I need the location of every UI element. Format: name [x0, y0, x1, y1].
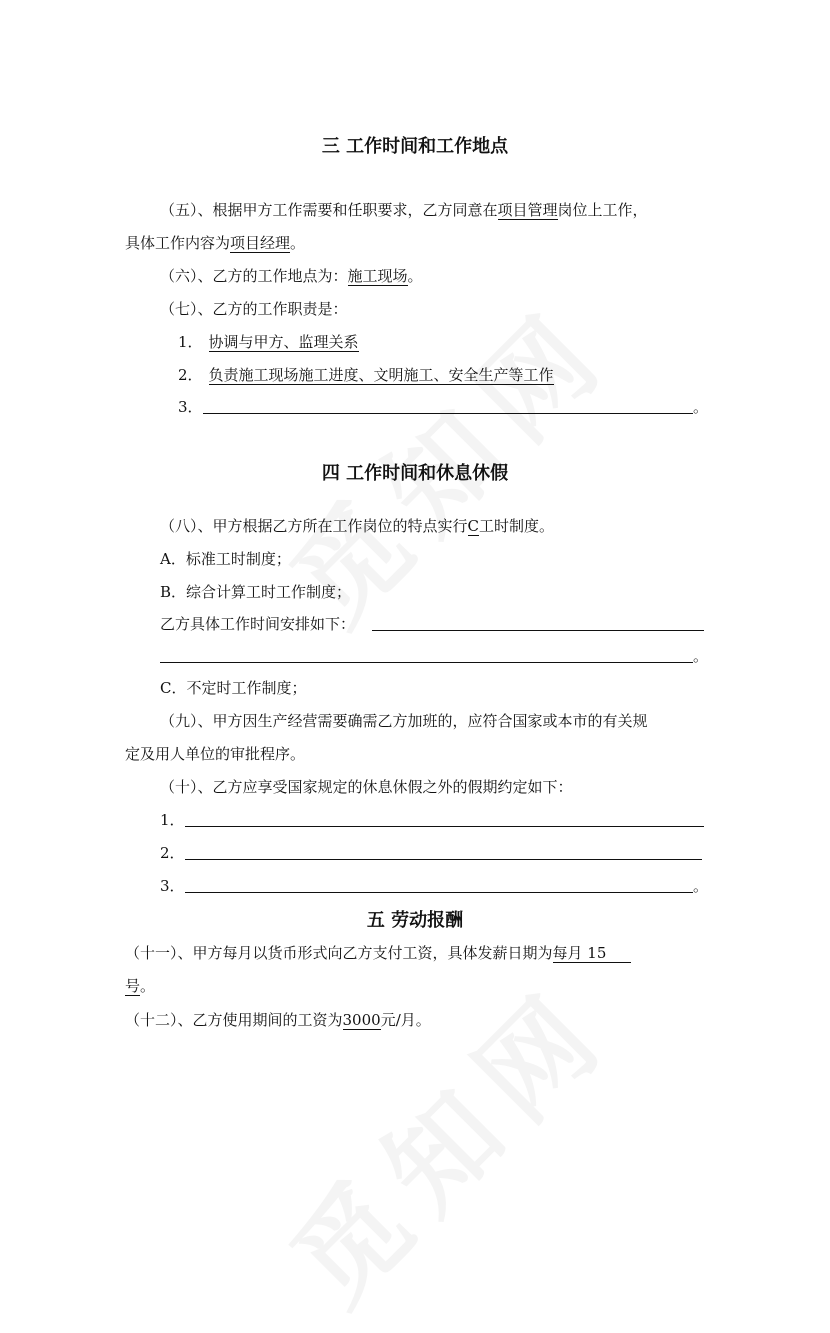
clause-5-text-b: 岗位上工作，	[557, 201, 648, 219]
clause-12	[125, 1010, 431, 1030]
clause-5-text-c: 具体工作内容为	[125, 234, 231, 252]
payday-value: 每月 15	[553, 944, 631, 963]
duty-2-value: 负责施工现场施工进度、文明施工、安全生产等工作	[208, 366, 554, 384]
clause-8-text-b: 工时制度。	[479, 517, 555, 535]
watermark	[251, 945, 638, 1332]
holiday-2-number: 2．	[160, 844, 185, 862]
duty-1	[178, 332, 359, 352]
clause-9-line2: 定及用人单位的审批程序。	[125, 745, 306, 763]
duty-1-number: 1．	[178, 333, 203, 351]
clause-10: （十）、乙方应享受国家规定的休息休假之外的假期约定如下：	[160, 778, 573, 796]
clause-11-line1	[125, 943, 631, 963]
duty-3-number: 3．	[178, 398, 203, 416]
holiday-1-blank	[185, 826, 704, 827]
schedule-blank-1	[372, 630, 704, 631]
clause-8-text: （八）、甲方根据乙方所在工作岗位的特点实行	[160, 517, 468, 535]
clause-6-text: （六）、乙方的工作地点为：	[160, 267, 348, 285]
clause-11-line2	[125, 976, 155, 996]
duty-3-blank	[203, 413, 693, 414]
option-c: C．不定时工作制度；	[160, 679, 307, 697]
holiday-1-number: 1．	[160, 811, 185, 829]
payday-value-cont: 号	[125, 977, 141, 995]
work-location-value: 施工现场	[347, 267, 408, 285]
holiday-3-number: 3．	[160, 877, 185, 895]
schedule-label: 乙方具体工作时间安排如下：	[160, 615, 356, 633]
clause-12-text-b: 元/月。	[380, 1011, 431, 1029]
clause-9-line1: （九）、甲方因生产经营需要确需乙方加班的，应符合国家或本市的有关规	[160, 712, 648, 730]
clause-5-end: 。	[290, 234, 306, 252]
holiday-3-blank	[185, 892, 693, 893]
clause-8	[160, 516, 554, 536]
work-hour-system-value: C	[467, 517, 479, 535]
clause-11-text: （十一）、甲方每月以货币形式向乙方支付工资，具体发薪日期为	[125, 944, 553, 962]
option-a: A．标准工时制度；	[160, 550, 291, 568]
clause-12-text: （十二）、乙方使用期间的工资为	[125, 1011, 343, 1029]
section-3-title: 三 工作时间和工作地点	[321, 136, 509, 157]
clause-7: （七）、乙方的工作职责是：	[160, 300, 348, 318]
option-b: B．综合计算工时工作制度；	[160, 583, 352, 601]
schedule-blank-2	[160, 662, 693, 663]
clause-5-text: （五）、根据甲方工作需要和任职要求，乙方同意在	[160, 201, 498, 219]
clause-6	[160, 266, 423, 286]
job-content-value: 项目经理	[230, 234, 291, 252]
schedule-end: 。	[693, 647, 709, 665]
duty-3-end: 。	[693, 398, 709, 416]
clause-6-end: 。	[407, 267, 423, 285]
duty-2-number: 2．	[178, 366, 203, 384]
probation-salary-value: 3000	[342, 1011, 381, 1029]
section-4-title: 四 工作时间和休息休假	[321, 463, 509, 484]
clause-5-line2	[125, 233, 305, 253]
section-5-title: 五 劳动报酬	[366, 910, 464, 931]
position-value: 项目管理	[497, 201, 558, 219]
clause-11-end: 。	[140, 977, 156, 995]
clause-5-line1	[160, 200, 648, 220]
holiday-3-end: 。	[693, 877, 709, 895]
duty-1-value: 协调与甲方、监理关系	[208, 333, 359, 351]
duty-2	[178, 365, 554, 385]
holiday-2-blank	[185, 859, 702, 860]
